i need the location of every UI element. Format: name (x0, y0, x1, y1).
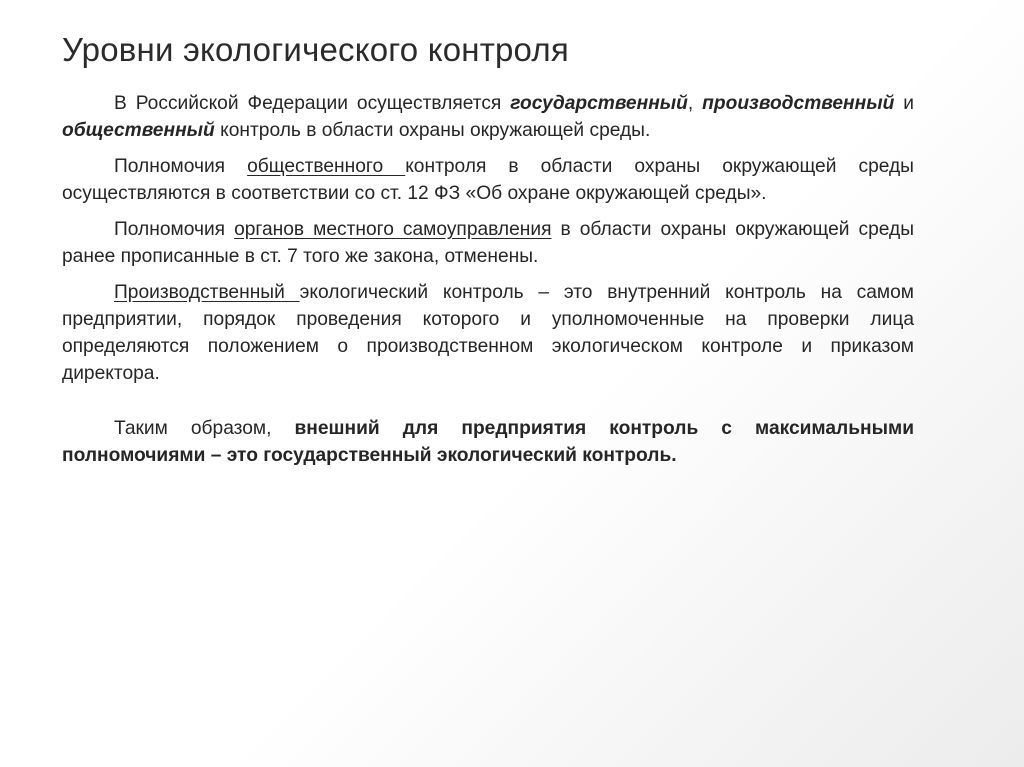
text: контроля в области охраны окружающей среды осуществляются в соответствии со ст. 12 ФЗ «Об охране окружающей среды». (62, 156, 914, 204)
paragraph-control-types (62, 90, 914, 144)
text: в области охраны окружающей среды ранее прописанные в ст. 7 того же закона, отменены. (62, 219, 914, 267)
paragraph-industrial-control (62, 279, 914, 387)
text: Таким образом, (114, 418, 295, 439)
underline-public-control: общественного (247, 156, 406, 177)
text: , (687, 93, 703, 114)
underline-local-government: органов местного самоуправления (234, 219, 552, 240)
paragraph-conclusion (62, 415, 914, 469)
paragraph-public-control (62, 153, 914, 207)
emphasis-state: государственный (510, 93, 688, 114)
emphasis-industrial: производственный (702, 93, 895, 114)
paragraph-local-government (62, 216, 914, 270)
text: Полномочия (114, 156, 248, 177)
text: Полномочия (114, 219, 235, 240)
text: контроль в области охраны окружающей среды. (214, 120, 651, 141)
slide-body (62, 90, 914, 478)
underline-industrial: Производственный (114, 282, 300, 303)
text: В Российской Федерации осуществляется (114, 93, 511, 114)
text: экологический контроль – это внутренний контроль на самом предприятии, порядок проведения которого и уполномоченные на проверки лица определяются положением о производственном экологическом контроле и приказом директора. (62, 282, 914, 384)
text: и (894, 93, 914, 114)
emphasis-conclusion: внешний для предприятия контроль с максимальными полномочиями – это государственный экологический контроль. (62, 418, 914, 466)
slide-title: Уровни экологического контроля (62, 31, 569, 68)
emphasis-public: общественный (62, 120, 215, 141)
